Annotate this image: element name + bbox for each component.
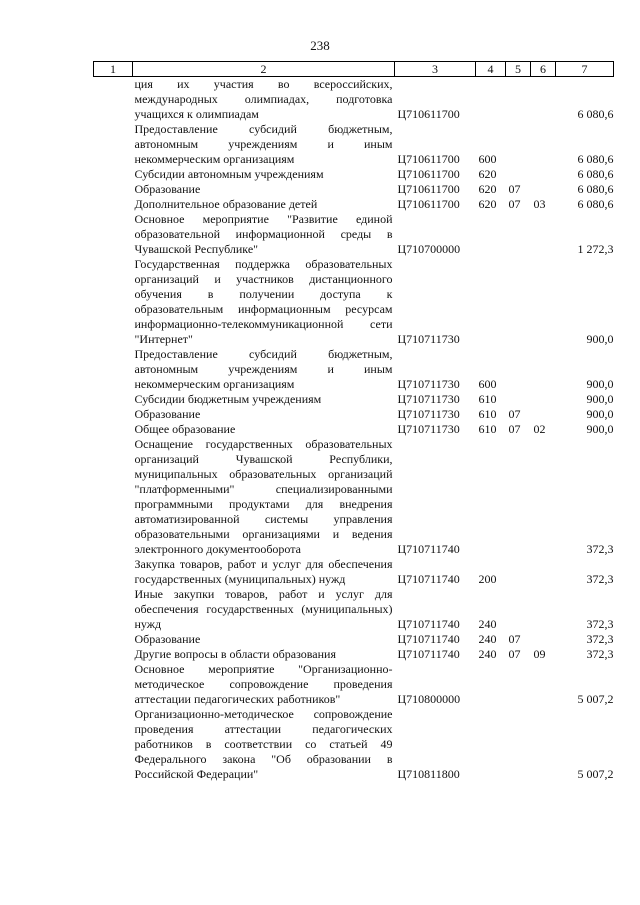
amount: 6 080,6 [577,167,614,181]
amount: 372,3 [586,632,614,646]
expense-type: 610 [478,407,497,421]
table-row [94,212,614,257]
table-row [94,197,614,212]
target-code: Ц710711740 [397,632,460,646]
section-code: 07 [508,197,521,211]
row-name: Оснащение государственных образовательных организаций Чувашской Республики, муниципальных образовательных организаций "платформенными" специализированными программными продуктами для внедрения автоматизированной системы управления образовательными организациями и ведения электронного документооборота [134,437,393,556]
subsection-code [531,587,556,632]
row-number-cell [94,647,133,662]
subsection-code [531,77,556,123]
table-row [94,257,614,347]
target-code: Ц710711740 [397,572,460,586]
expense-type: 600 [478,152,497,166]
row-name: Субсидии автономным учреждениям [134,167,324,181]
row-number-cell [94,212,133,257]
target-code: Ц710811800 [397,767,460,781]
amount: 372,3 [586,647,614,661]
row-name: Общее образование [134,422,236,436]
row-number-cell [94,587,133,632]
amount: 6 080,6 [577,182,614,196]
expense-type [476,437,506,557]
target-code: Ц710800000 [397,692,461,706]
expense-type: 240 [478,617,497,631]
expense-type [476,257,506,347]
row-name: ция их участия во всероссийских, международных олимпиадах, подготовка учащихся к олимпиадам [134,77,393,121]
expense-type: 620 [478,167,497,181]
expense-type: 620 [478,182,497,196]
row-name: Основное мероприятие "Организационно-методическое сопровождение проведения аттестации педагогических работников" [134,662,393,706]
subsection-code [531,662,556,707]
row-name: Иные закупки товаров, работ и услуг для обеспечения государственных (муниципальных) нужд [134,587,393,631]
subsection-code: 09 [533,647,546,661]
row-number-cell [94,257,133,347]
section-code [506,347,531,392]
section-code [506,587,531,632]
column-header: 2 [133,62,395,77]
section-code: 07 [508,422,521,436]
amount: 900,0 [586,407,614,421]
table-body [94,77,614,783]
target-code: Ц710711730 [397,332,460,346]
target-code: Ц710711740 [397,617,460,631]
header-row [94,62,614,77]
target-code: Ц710611700 [397,167,460,181]
column-header: 4 [476,62,506,77]
table-row [94,77,614,123]
section-code: 07 [508,647,521,661]
target-code: Ц710711730 [397,422,460,436]
expense-type: 240 [478,647,497,661]
amount: 900,0 [586,392,614,406]
subsection-code [531,182,556,197]
row-name: Образование [134,182,201,196]
column-header: 3 [395,62,476,77]
subsection-code [531,167,556,182]
row-name: Предоставление субсидий бюджетным, автономным учреждениям и иным некоммерческим организациям [134,347,393,391]
amount: 372,3 [586,572,614,586]
column-header: 7 [556,62,614,77]
table-row [94,167,614,182]
row-number-cell [94,77,133,123]
row-name: Основное мероприятие "Развитие единой образовательной информационной среды в Чувашской Республике" [134,212,393,256]
table-row [94,662,614,707]
target-code: Ц710711740 [397,542,460,556]
row-number-cell [94,122,133,167]
amount: 6 080,6 [577,197,614,211]
subsection-code [531,437,556,557]
row-name: Дополнительное образование детей [134,197,318,211]
row-number-cell [94,407,133,422]
row-number-cell [94,422,133,437]
amount: 372,3 [586,542,614,556]
row-name: Субсидии бюджетным учреждениям [134,392,322,406]
table-row [94,347,614,392]
section-code: 07 [508,407,521,421]
expense-type: 610 [478,392,497,406]
section-code [506,167,531,182]
subsection-code [531,392,556,407]
column-header: 5 [506,62,531,77]
section-code [506,437,531,557]
expense-type: 600 [478,377,497,391]
expense-type: 620 [478,197,497,211]
table-row [94,437,614,557]
row-number-cell [94,662,133,707]
table-row [94,587,614,632]
subsection-code [531,557,556,587]
section-code [506,557,531,587]
table-row [94,392,614,407]
table-row [94,422,614,437]
table-row [94,122,614,167]
section-code [506,257,531,347]
section-code [506,707,531,782]
target-code: Ц710611700 [397,107,460,121]
expense-type [476,77,506,123]
section-code [506,122,531,167]
row-number-cell [94,437,133,557]
subsection-code [531,632,556,647]
section-code: 07 [508,182,521,196]
table-row [94,182,614,197]
section-code: 07 [508,632,521,646]
expense-type: 240 [478,632,497,646]
amount: 1 272,3 [577,242,614,256]
budget-table [93,61,614,782]
target-code: Ц710700000 [397,242,461,256]
subsection-code: 03 [533,197,546,211]
row-number-cell [94,167,133,182]
row-name: Другие вопросы в области образования [134,647,336,661]
row-number-cell [94,182,133,197]
target-code: Ц710711730 [397,392,460,406]
row-name: Государственная поддержка образовательных организаций и участников дистанционного обучения в получении доступа к образовательным информационным ресурсам информационно-телекоммуникационной сети "Интернет" [134,257,393,346]
subsection-code [531,707,556,782]
row-number-cell [94,632,133,647]
subsection-code [531,347,556,392]
table-row [94,707,614,782]
subsection-code: 02 [533,422,546,436]
row-name: Организационно-методическое сопровождение проведения аттестации педагогических работников в соответствии со статьей 49 Федерального закона "Об образовании в Российской Федерации" [134,707,393,781]
table-row [94,407,614,422]
row-number-cell [94,707,133,782]
section-code [506,662,531,707]
row-name: Предоставление субсидий бюджетным, автономным учреждениям и иным некоммерческим организациям [134,122,393,166]
expense-type: 610 [478,422,497,436]
expense-type [476,212,506,257]
subsection-code [531,212,556,257]
column-header: 6 [531,62,556,77]
row-number-cell [94,197,133,212]
expense-type [476,662,506,707]
target-code: Ц710611700 [397,197,460,211]
subsection-code [531,122,556,167]
table-row [94,647,614,662]
column-header: 1 [94,62,133,77]
row-name: Закупка товаров, работ и услуг для обеспечения государственных (муниципальных) нужд [134,557,393,586]
subsection-code [531,257,556,347]
amount: 900,0 [586,422,614,436]
subsection-code [531,407,556,422]
target-code: Ц710611700 [397,182,460,196]
table-row [94,632,614,647]
target-code: Ц710711740 [397,647,460,661]
amount: 6 080,6 [577,107,614,121]
section-code [506,212,531,257]
section-code [506,77,531,123]
row-name: Образование [134,632,201,646]
page-number: 238 [310,38,330,53]
target-code: Ц710711730 [397,377,460,391]
amount: 372,3 [586,617,614,631]
amount: 5 007,2 [577,692,614,706]
amount: 5 007,2 [577,767,614,781]
expense-type: 200 [478,572,497,586]
amount: 900,0 [586,332,614,346]
amount: 6 080,6 [577,152,614,166]
row-number-cell [94,392,133,407]
row-number-cell [94,557,133,587]
expense-type [476,707,506,782]
row-number-cell [94,347,133,392]
section-code [506,392,531,407]
table-row [94,557,614,587]
amount: 900,0 [586,377,614,391]
target-code: Ц710711730 [397,407,460,421]
row-name: Образование [134,407,201,421]
target-code: Ц710611700 [397,152,460,166]
